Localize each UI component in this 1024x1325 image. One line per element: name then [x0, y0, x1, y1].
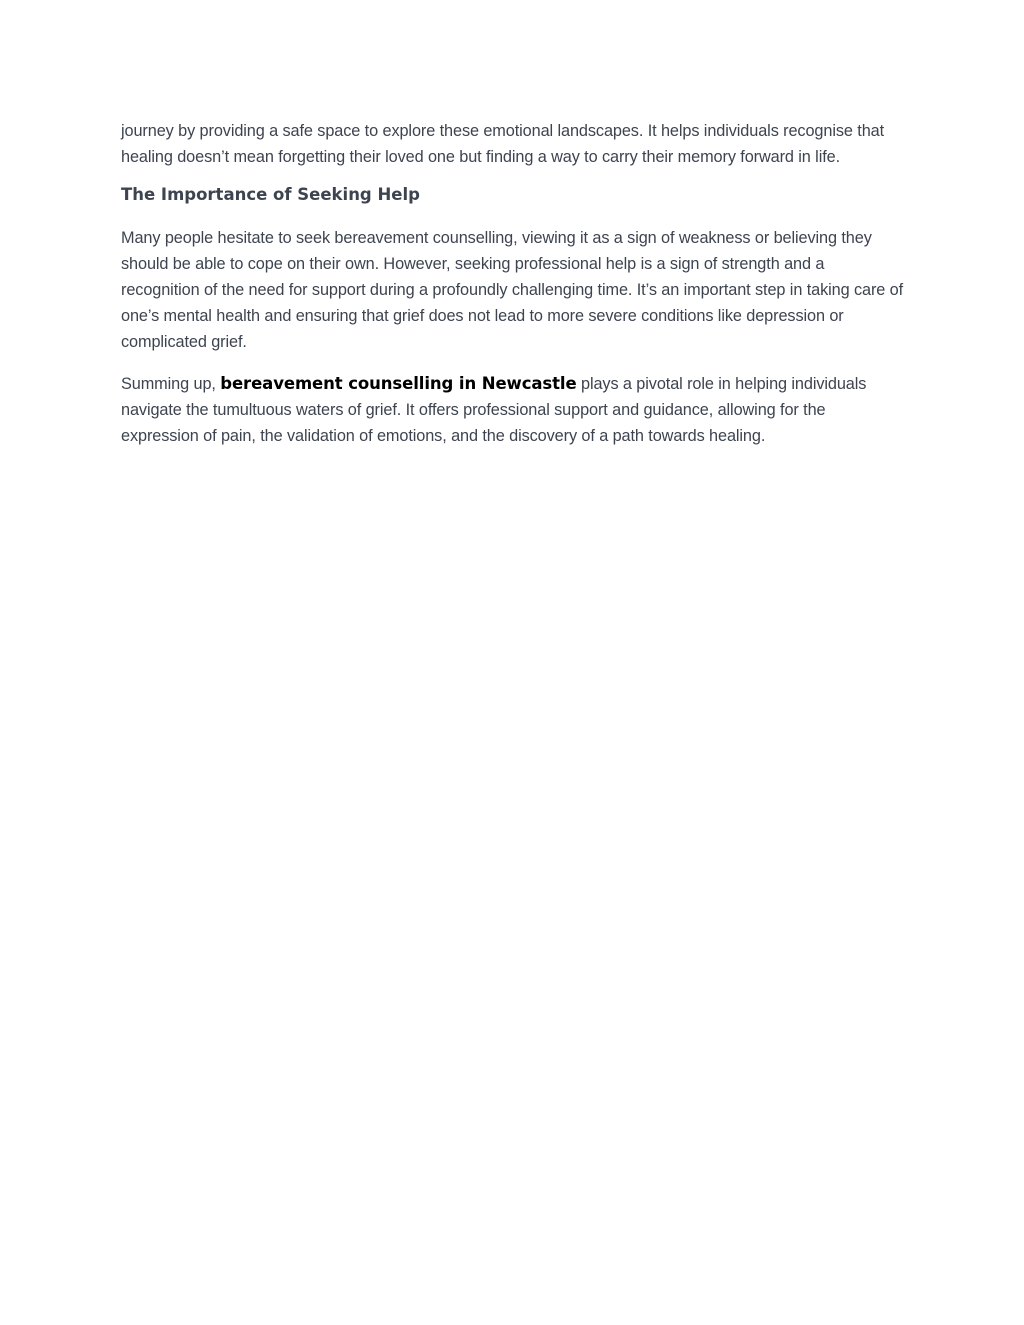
summary-suffix: plays a pivotal role in helping individuals navigate the tumultuous waters of grief. It offers professional support and guidance, allowing for the expression of pain, the validation of emotions, and the discovery of a path towards healing.: [121, 375, 867, 445]
summary-prefix: Summing up,: [121, 375, 221, 393]
document-body: [121, 118, 906, 449]
paragraph-seeking-help: Many people hesitate to seek bereavement counselling, viewing it as a sign of weakness or believing they should be able to cope on their own. However, seeking professional help is a sign of strength and a recognition of the need for support during a profoundly challenging time. It’s an important step in taking care of one’s mental health and ensuring that grief does not lead to more severe conditions like depression or complicated grief.: [121, 229, 904, 351]
paragraph-intro-continuation: journey by providing a safe space to explore these emotional landscapes. It helps individuals recognise that healing doesn’t mean forgetting their loved one but finding a way to carry their memory forward in life.: [121, 122, 885, 166]
bereavement-counselling-link[interactable]: bereavement counselling in Newcastle: [220, 374, 577, 393]
paragraph-summary: [121, 371, 906, 449]
section-heading: The Importance of Seeking Help: [121, 185, 420, 204]
